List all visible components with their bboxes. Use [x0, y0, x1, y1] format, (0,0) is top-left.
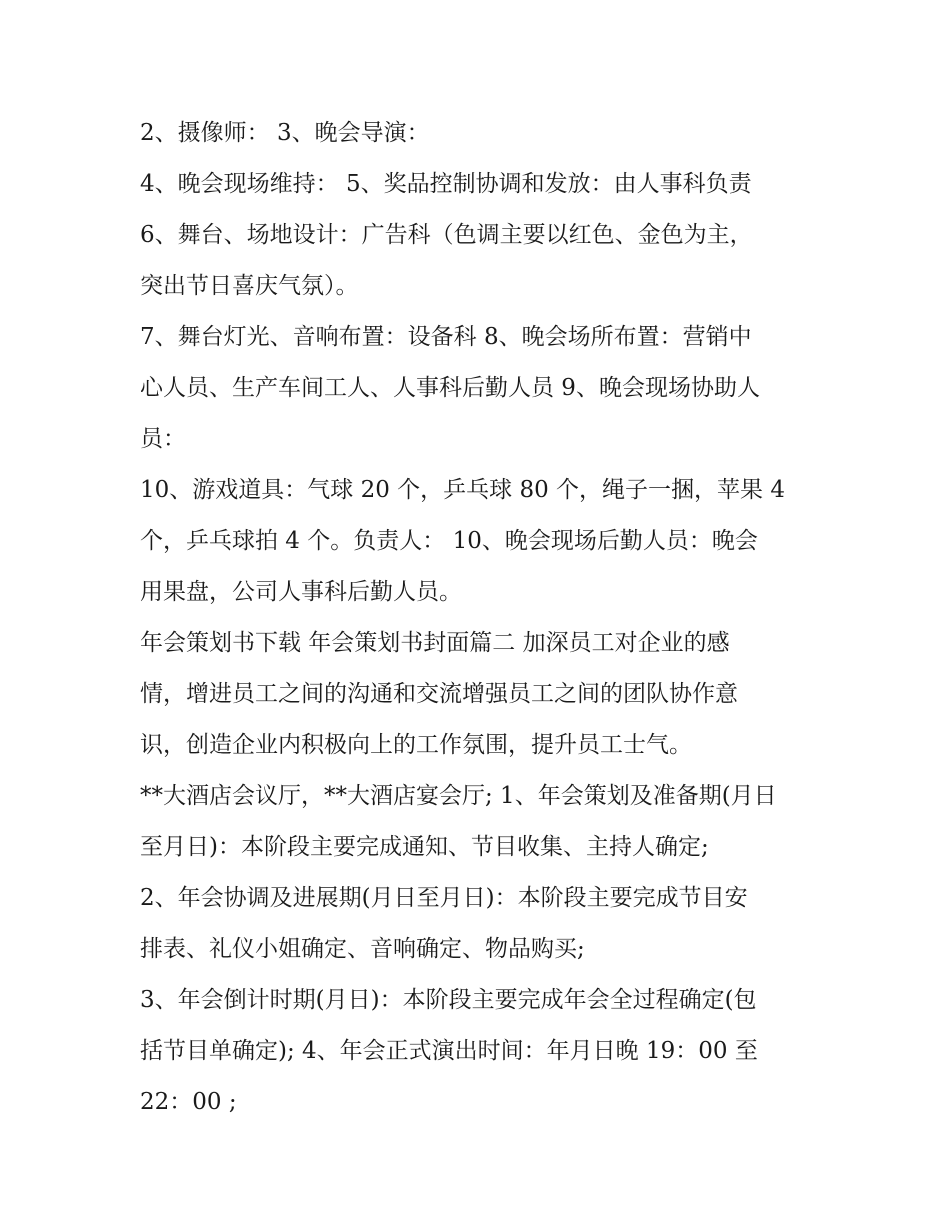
text-line: 用果盘，公司人事科后勤人员。	[140, 579, 462, 605]
text-line: 个，乒乓球拍 4 个。负责人： 10、晚会现场后勤人员：晚会	[140, 528, 758, 554]
text-line: 10、游戏道具：气球 20 个，乒乓球 80 个，绳子一捆，苹果 4	[140, 477, 785, 503]
text-line: 括节目单确定); 4、年会正式演出时间：年月日晚 19：00 至	[140, 1038, 758, 1064]
text-line: 年会策划书下载 年会策划书封面篇二 加深员工对企业的感	[140, 630, 730, 656]
document-body	[140, 108, 820, 1128]
text-line: 7、舞台灯光、音响布置：设备科 8、晚会场所布置：营销中	[140, 324, 752, 350]
text-line: 22：00 ;	[140, 1089, 237, 1115]
text-line: 至月日)：本阶段主要完成通知、节目收集、主持人确定;	[140, 834, 709, 860]
text-line: 员：	[140, 426, 186, 452]
text-line: 2、摄像师： 3、晚会导演：	[140, 120, 430, 146]
text-line: 4、晚会现场维持： 5、奖品控制协调和发放：由人事科负责	[140, 171, 752, 197]
text-line: **大酒店会议厅，**大酒店宴会厅; 1、年会策划及准备期(月日	[140, 783, 777, 809]
text-line: 2、年会协调及进展期(月日至月日)：本阶段主要完成节目安	[140, 885, 748, 911]
text-line: 6、舞台、场地设计：广告科（色调主要以红色、金色为主，	[140, 222, 753, 248]
text-line: 识，创造企业内积极向上的工作氛围，提升员工士气。	[140, 732, 692, 758]
text-line: 排表、礼仪小姐确定、音响确定、物品购买;	[140, 936, 585, 962]
text-line: 3、年会倒计时期(月日)：本阶段主要完成年会全过程确定(包	[140, 987, 757, 1013]
text-line: 突出节日喜庆气氛）。	[140, 273, 359, 299]
text-line: 情，增进员工之间的沟通和交流增强员工之间的团队协作意	[140, 681, 738, 707]
text-line: 心人员、生产车间工人、人事科后勤人员 9、晚会现场协助人	[140, 375, 760, 401]
